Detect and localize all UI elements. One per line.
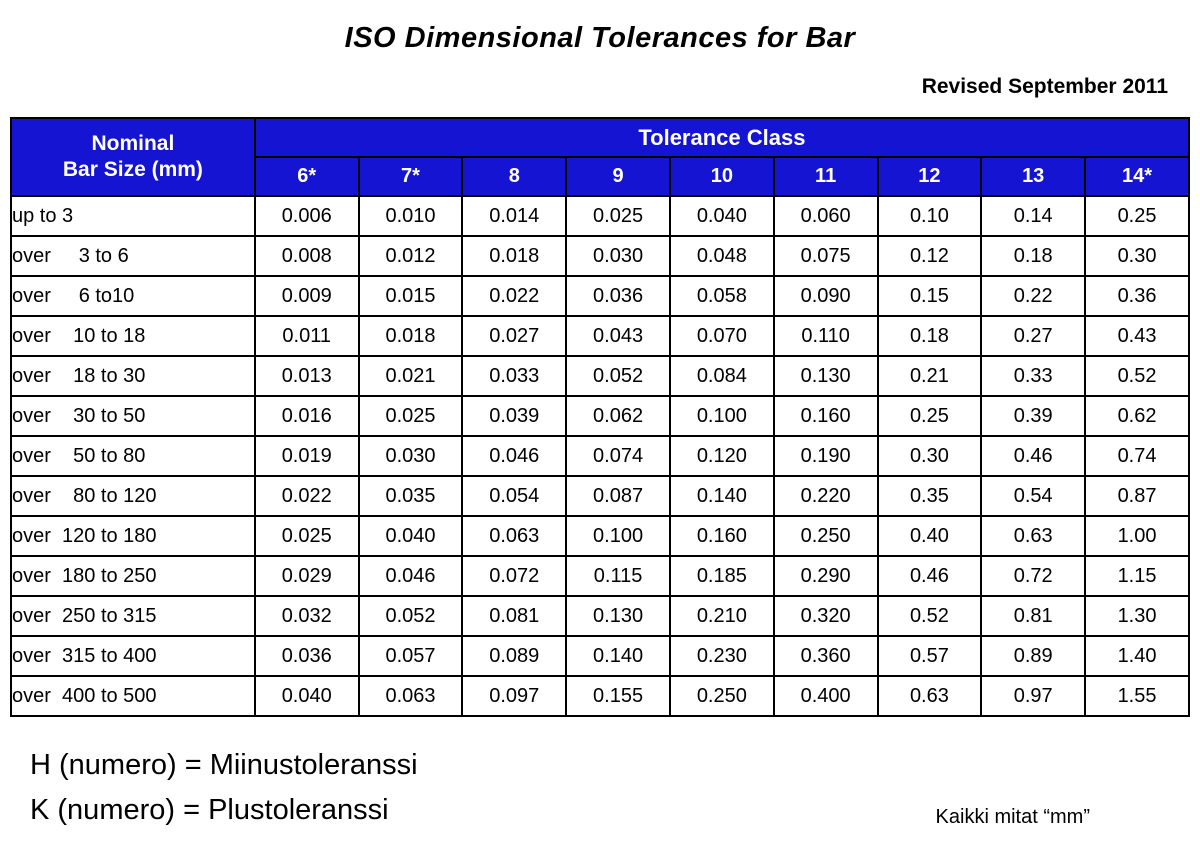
row-value: 0.190 [774,436,878,476]
row-value: 0.120 [670,436,774,476]
row-value: 0.110 [774,316,878,356]
table-row [11,396,1189,436]
row-value: 0.400 [774,676,878,716]
row-value: 0.12 [878,236,982,276]
row-value: 0.025 [566,196,670,236]
row-size-label: over 400 to 500 [11,676,255,716]
nominal-bar-size-header [11,118,255,196]
row-value: 0.009 [255,276,359,316]
row-value: 0.140 [566,636,670,676]
row-value: 0.21 [878,356,982,396]
row-value: 0.072 [462,556,566,596]
row-size-label: over 10 to 18 [11,316,255,356]
row-value: 0.057 [359,636,463,676]
row-value: 0.052 [359,596,463,636]
row-value: 1.55 [1085,676,1189,716]
nominal-header-line2: Bar Size (mm) [62,158,203,181]
row-value: 0.52 [1085,356,1189,396]
row-value: 0.210 [670,596,774,636]
table-header-row-top [11,118,1189,157]
row-value: 0.81 [981,596,1085,636]
row-value: 0.185 [670,556,774,596]
row-value: 0.036 [566,276,670,316]
row-size-label: over 50 to 80 [11,436,255,476]
row-value: 0.032 [255,596,359,636]
row-value: 0.43 [1085,316,1189,356]
row-value: 0.97 [981,676,1085,716]
row-value: 0.46 [878,556,982,596]
row-value: 0.290 [774,556,878,596]
row-value: 0.043 [566,316,670,356]
row-value: 0.025 [359,396,463,436]
class-column-header-12: 12 [878,157,982,196]
row-value: 0.25 [1085,196,1189,236]
row-value: 0.14 [981,196,1085,236]
row-value: 0.070 [670,316,774,356]
row-value: 0.052 [566,356,670,396]
table-row [11,596,1189,636]
class-column-header-9: 9 [566,157,670,196]
row-value: 0.046 [462,436,566,476]
row-value: 0.013 [255,356,359,396]
row-value: 0.100 [566,516,670,556]
row-value: 1.40 [1085,636,1189,676]
row-value: 0.015 [359,276,463,316]
row-value: 0.022 [255,476,359,516]
row-value: 0.40 [878,516,982,556]
row-value: 0.019 [255,436,359,476]
row-size-label: over 18 to 30 [11,356,255,396]
row-value: 0.010 [359,196,463,236]
row-size-label: over 180 to 250 [11,556,255,596]
class-column-header-11: 11 [774,157,878,196]
row-value: 0.52 [878,596,982,636]
page-title: ISO Dimensional Tolerances for Bar [344,22,856,54]
row-value: 0.027 [462,316,566,356]
row-value: 0.250 [774,516,878,556]
row-value: 0.011 [255,316,359,356]
row-value: 0.097 [462,676,566,716]
class-column-header-13: 13 [981,157,1085,196]
row-value: 0.033 [462,356,566,396]
row-value: 0.012 [359,236,463,276]
row-value: 0.084 [670,356,774,396]
row-value: 0.021 [359,356,463,396]
row-size-label: over 6 to10 [11,276,255,316]
class-column-header-14: 14* [1085,157,1189,196]
row-value: 0.014 [462,196,566,236]
tolerance-class-header: Tolerance Class [255,118,1189,157]
row-value: 0.35 [878,476,982,516]
row-value: 0.087 [566,476,670,516]
table-row [11,636,1189,676]
row-value: 0.081 [462,596,566,636]
row-value: 0.46 [981,436,1085,476]
row-size-label: over 250 to 315 [11,596,255,636]
note-units: Kaikki mitat “mm” [935,805,1090,828]
class-column-header-6: 6* [255,157,359,196]
row-value: 0.160 [774,396,878,436]
row-value: 0.72 [981,556,1085,596]
row-value: 0.063 [462,516,566,556]
row-value: 1.15 [1085,556,1189,596]
row-value: 0.016 [255,396,359,436]
row-value: 0.15 [878,276,982,316]
row-value: 0.87 [1085,476,1189,516]
row-value: 0.046 [359,556,463,596]
nominal-header-line1: Nominal [91,131,175,155]
row-value: 0.063 [359,676,463,716]
row-value: 0.006 [255,196,359,236]
row-value: 0.63 [981,516,1085,556]
table-row [11,196,1189,236]
table-row [11,436,1189,476]
row-value: 0.018 [462,236,566,276]
note-minus-tolerance: H (numero) = Miinustoleranssi [30,749,418,781]
table-row [11,556,1189,596]
row-value: 0.25 [878,396,982,436]
row-value: 0.074 [566,436,670,476]
table-row [11,516,1189,556]
row-value: 0.039 [462,396,566,436]
tolerance-table [10,117,1190,717]
row-value: 0.27 [981,316,1085,356]
row-value: 0.140 [670,476,774,516]
revision-subtitle: Revised September 2011 [921,75,1168,98]
row-value: 0.075 [774,236,878,276]
row-value: 0.058 [670,276,774,316]
row-size-label: up to 3 [11,196,255,236]
table-header [11,118,1189,196]
row-value: 1.30 [1085,596,1189,636]
row-value: 0.115 [566,556,670,596]
row-value: 0.040 [255,676,359,716]
row-value: 0.008 [255,236,359,276]
row-value: 0.36 [1085,276,1189,316]
row-value: 0.220 [774,476,878,516]
class-column-header-7: 7* [359,157,463,196]
row-value: 0.089 [462,636,566,676]
table-row [11,356,1189,396]
row-value: 0.89 [981,636,1085,676]
row-value: 0.22 [981,276,1085,316]
row-value: 0.035 [359,476,463,516]
row-value: 0.320 [774,596,878,636]
row-value: 0.030 [359,436,463,476]
row-value: 0.18 [981,236,1085,276]
row-value: 0.036 [255,636,359,676]
row-value: 0.160 [670,516,774,556]
table-row [11,676,1189,716]
table-row [11,316,1189,356]
class-column-header-8: 8 [462,157,566,196]
row-size-label: over 120 to 180 [11,516,255,556]
row-value: 0.100 [670,396,774,436]
row-value: 0.029 [255,556,359,596]
row-value: 0.57 [878,636,982,676]
row-value: 0.040 [359,516,463,556]
row-size-label: over 80 to 120 [11,476,255,516]
row-value: 0.54 [981,476,1085,516]
row-value: 0.62 [1085,396,1189,436]
table-row [11,236,1189,276]
class-column-header-10: 10 [670,157,774,196]
row-size-label: over 30 to 50 [11,396,255,436]
table-row [11,276,1189,316]
row-value: 0.63 [878,676,982,716]
row-size-label: over 3 to 6 [11,236,255,276]
row-value: 0.048 [670,236,774,276]
table-row [11,476,1189,516]
row-size-label: over 315 to 400 [11,636,255,676]
note-plus-tolerance: K (numero) = Plustoleranssi [30,793,389,826]
notes-section [30,743,1200,833]
row-value: 0.18 [878,316,982,356]
row-value: 0.054 [462,476,566,516]
row-value: 0.74 [1085,436,1189,476]
table-body [11,196,1189,716]
row-value: 0.155 [566,676,670,716]
row-value: 0.022 [462,276,566,316]
row-value: 0.025 [255,516,359,556]
row-value: 0.360 [774,636,878,676]
row-value: 0.39 [981,396,1085,436]
row-value: 0.060 [774,196,878,236]
row-value: 0.030 [566,236,670,276]
row-value: 0.018 [359,316,463,356]
row-value: 0.230 [670,636,774,676]
row-value: 0.30 [1085,236,1189,276]
row-value: 0.090 [774,276,878,316]
row-value: 0.040 [670,196,774,236]
row-value: 0.130 [566,596,670,636]
row-value: 0.10 [878,196,982,236]
row-value: 0.250 [670,676,774,716]
row-value: 0.33 [981,356,1085,396]
row-value: 0.130 [774,356,878,396]
row-value: 0.30 [878,436,982,476]
row-value: 0.062 [566,396,670,436]
row-value: 1.00 [1085,516,1189,556]
